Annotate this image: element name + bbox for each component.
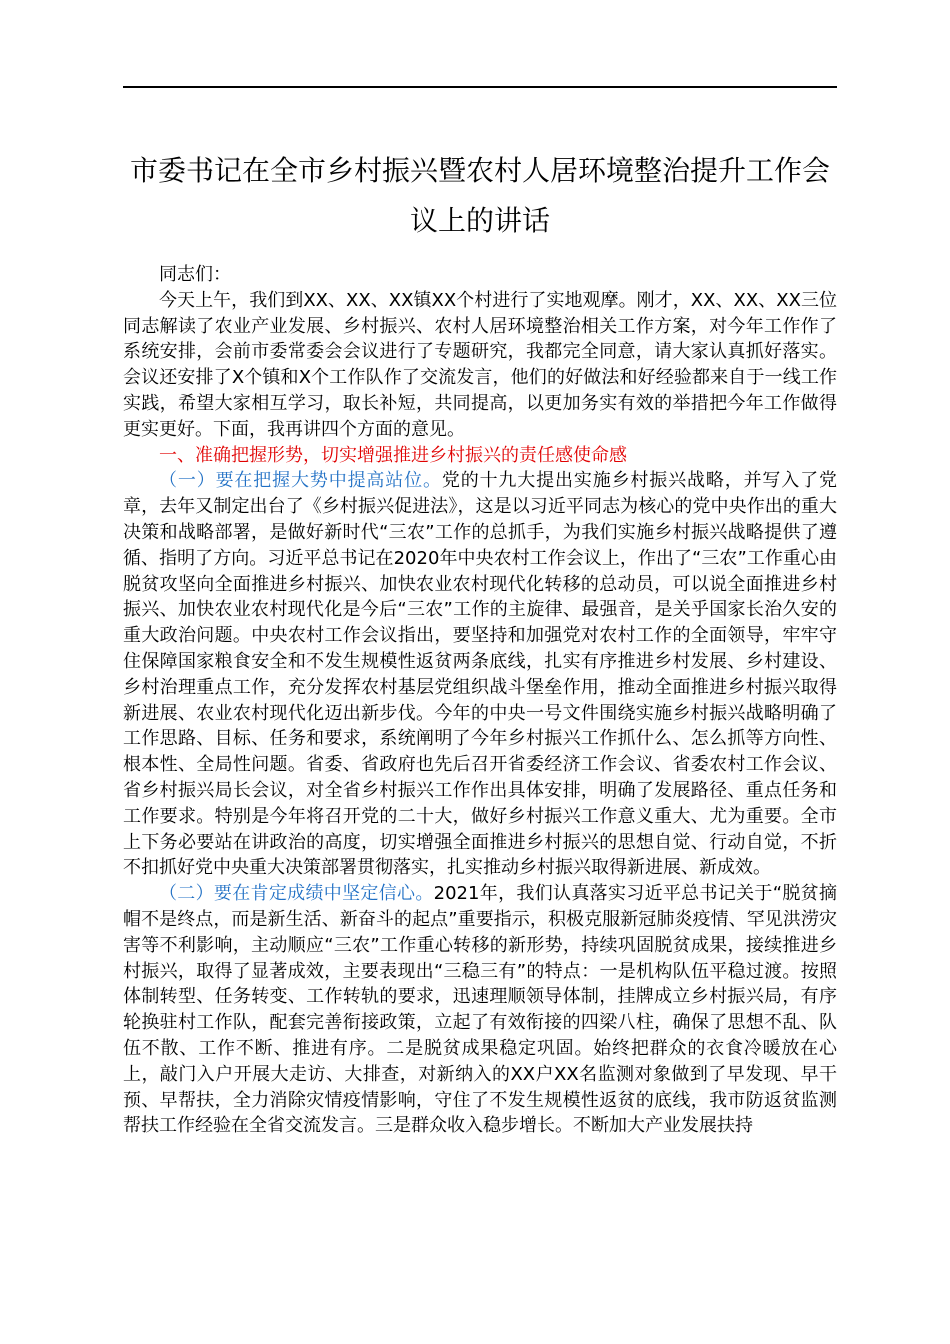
subsection-1-heading: （一）要在把握大势中提高站位。 [159,470,442,492]
salutation: 同志们： [159,264,231,285]
subsection-2-paragraph [123,881,837,1139]
subsection-2-text: 2021年，我们认真落实习近平总书记关于“脱贫摘帽不是终点，而是新生活、新奋斗的起点”重要指示，积极克服新冠肺炎疫情、罕见洪涝灾害等不利影响，主动顺应“三农”工作重心转移的新形势，持续巩固脱贫成果，接续推进乡村振兴，取得了显著成效，主要表现出“三稳三有”的特点：一是机构队伍平稳过渡。按照体制转型、任务转变、工作转轨的要求，迅速理顺领导体制，挂牌成立乡村振兴局，有序轮换驻村工作队，配套完善衔接政策，立起了有效衔接的四梁八柱，确保了思想不乱、队伍不散、工作不断、推进有序。二是脱贫成果稳定巩固。始终把群众的衣食冷暖放在心上，敲门入户开展大走访、大排查，对新纳入的XX户XX名监测对象做到了早发现、早干预、早帮扶，全力消除灾情疫情影响，守住了不发生规模性返贫的底线，我市防返贫监测帮扶工作经验在全省交流发言。三是群众收入稳步增长。不断加大产业发展扶持 [123,883,837,1137]
document-body [123,262,837,1139]
subsection-1-paragraph [123,468,837,881]
document-title: 市委书记在全市乡村振兴暨农村人居环境整治提升工作会议上的讲话 [129,154,830,237]
header-rule [123,86,837,88]
subsection-2-heading: （二）要在肯定成绩中坚定信心。 [159,883,434,905]
intro-paragraph: 今天上午，我们到XX、XX、XX镇XX个村进行了实地观摩。刚才，XX、XX、XX三位同志解读了农业产业发展、乡村振兴、农村人居环境整治相关工作方案，对今年工作作了系统安排，会前市委常委会会议进行了专题研究，我都完全同意，请大家认真抓好落实。会议还安排了X个镇和X个工作队作了交流发言，他们的好做法和好经验都来自于一线工作实践，希望大家相互学习，取长补短，共同提高，以更加务实有效的举措把今年工作做得更实更好。下面，我再讲四个方面的意见。 [123,289,837,440]
subsection-1-text: 党的十九大提出实施乡村振兴战略，并写入了党章，去年又制定出台了《乡村振兴促进法》，这是以习近平同志为核心的党中央作出的重大决策和战略部署，是做好新时代“三农”工作的总抓手，为我们实施乡村振兴战略提供了遵循、指明了方向。习近平总书记在2020年中央农村工作会议上，作出了“三农”工作重心由脱贫攻坚向全面推进乡村振兴、加快农业农村现代化转移的总动员，可以说全面推进乡村振兴、加快农业农村现代化是今后“三农”工作的主旋律、最强音，是关乎国家长治久安的重大政治问题。中央农村工作会议指出，要坚持和加强党对农村工作的全面领导，牢牢守住保障国家粮食安全和不发生规模性返贫两条底线，扎实有序推进乡村发展、乡村建设、乡村治理重点工作，充分发挥农村基层党组织战斗堡垒作用，推动全面推进乡村振兴取得新进展、农业农村现代化迈出新步伐。今年的中央一号文件围绕实施乡村振兴战略明确了工作思路、目标、任务和要求，系统阐明了今年乡村振兴工作抓什么、怎么抓等方向性、根本性、全局性问题。省委、省政府也先后召开省委经济工作会议、省委农村工作会议、省乡村振兴局长会议，对全省乡村振兴工作作出具体安排，明确了发展路径、重点任务和工作要求。特别是今年将召开党的二十大，做好乡村振兴工作意义重大、尤为重要。全市上下务必要站在讲政治的高度，切实增强全面推进乡村振兴的思想自觉、行动自觉，不折不扣抓好党中央重大决策部署贯彻落实，扎实推动乡村振兴取得新进展、新成效。 [123,470,838,879]
section-1-heading: 一、准确把握形势，切实增强推进乡村振兴的责任感使命感 [159,444,627,466]
